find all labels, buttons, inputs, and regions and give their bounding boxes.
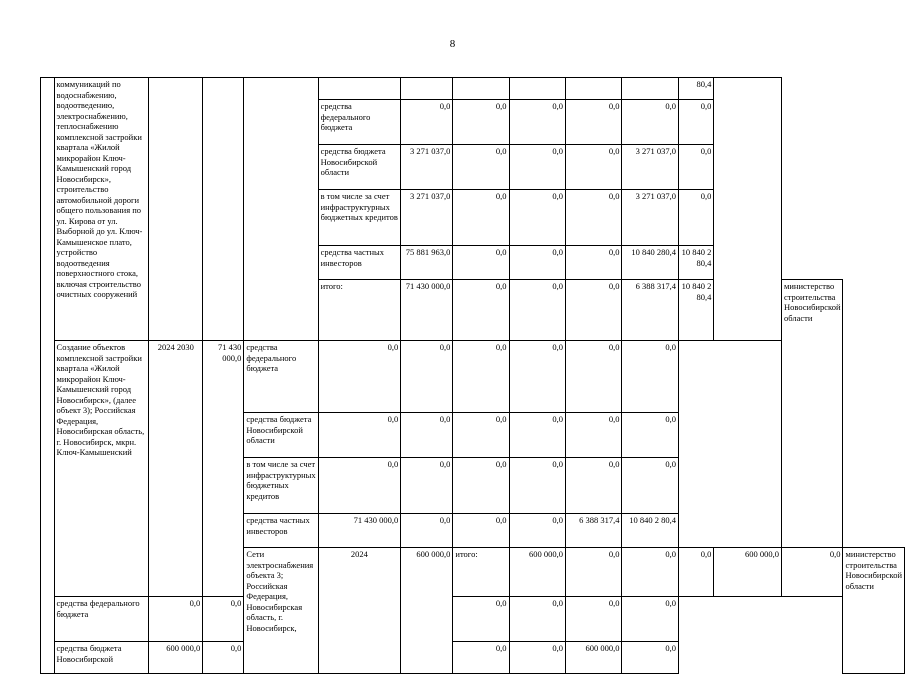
value-cell: 0,0 <box>453 100 509 145</box>
value-cell: 0,0 <box>565 597 621 642</box>
budget-table <box>40 77 905 674</box>
source-label-cell: средства частных инвесторов <box>318 246 401 280</box>
value-cell: 0,0 <box>509 413 565 458</box>
value-cell: 71 430 000,0 <box>318 514 401 548</box>
value-cell <box>401 78 453 100</box>
value-cell <box>622 78 678 100</box>
source-label-cell: в том числе за счет инфраструктурных бюджетных кредитов <box>318 190 401 246</box>
task-description-cell: коммуникаций по водоснабжению, водоотведению, электроснабжению, теплоснабжению комплексной застройки квартала «Жилой микрорайон Ключ-Камышенский город Новосибирск», строительство автомобильной дороги общего пользования по ул. Кирова от ул. Выборной до ул. Ключ-Камышенское плато, устройство водоотведения поверхностного стока, включая строительство очистных сооружений <box>54 78 149 341</box>
value-cell: 0,0 <box>565 341 621 413</box>
value-cell: 10 840 280,4 <box>622 246 678 280</box>
value-cell: 0,0 <box>622 458 678 514</box>
value-cell: 6 388 317,4 <box>622 280 678 341</box>
value-cell: 0,0 <box>509 458 565 514</box>
value-cell: 6 388 317,4 <box>565 514 621 548</box>
cost-cell: 71 430 000,0 <box>203 341 244 597</box>
source-label-cell: итого: <box>318 280 401 341</box>
value-cell: 0,0 <box>565 280 621 341</box>
source-label-cell: итого: <box>453 548 509 597</box>
value-cell: 0,0 <box>565 246 621 280</box>
source-label-cell: средства бюджета Новосибирской области <box>318 145 401 190</box>
value-cell: 0,0 <box>453 642 509 674</box>
table-row <box>41 597 905 642</box>
value-cell: 0,0 <box>509 642 565 674</box>
value-cell: 0,0 <box>622 413 678 458</box>
value-cell: 0,0 <box>565 145 621 190</box>
value-cell: 0,0 <box>678 190 713 246</box>
value-cell: 10 840 2 80,4 <box>678 246 713 280</box>
value-cell <box>453 78 509 100</box>
source-label-cell: средства федерального бюджета <box>244 341 318 413</box>
object-cell <box>149 78 203 341</box>
value-cell: 0,0 <box>565 413 621 458</box>
value-cell <box>509 78 565 100</box>
value-cell: 0,0 <box>401 413 453 458</box>
source-label-cell: средства бюджета Новосибирской области <box>244 413 318 458</box>
value-cell: 600 000,0 <box>149 642 203 674</box>
responsible-org-cell: министерство строительства Новосибирской области <box>843 548 905 674</box>
value-cell: 0,0 <box>453 145 509 190</box>
value-cell: 0,0 <box>509 341 565 413</box>
page-number: 8 <box>449 38 456 50</box>
value-cell: 0,0 <box>401 100 453 145</box>
value-cell: 0,0 <box>781 548 843 597</box>
value-cell: 0,0 <box>203 642 244 674</box>
value-cell: 0,0 <box>565 100 621 145</box>
source-label-cell: в том числе за счет инфраструктурных бюджетных кредитов <box>244 458 318 514</box>
object-cell: Создание объектов комплексной застройки квартала «Жилой микрорайон Ключ-Камышенский город Новосибирск», (далее объект 3); Российская Федерация, Новосибирская область, г. Новосибирск, мкрн. Ключ-Камышенский <box>54 341 149 597</box>
value-cell: 600 000,0 <box>714 548 782 597</box>
value-cell: 3 271 037,0 <box>401 145 453 190</box>
value-cell: 0,0 <box>318 458 401 514</box>
source-label-cell <box>318 78 401 100</box>
value-cell: 0,0 <box>509 190 565 246</box>
value-cell: 0,0 <box>453 458 509 514</box>
value-cell: 10 840 2 80,4 <box>622 514 678 548</box>
cost-cell: 600 000,0 <box>401 548 453 674</box>
value-cell: 0,0 <box>509 514 565 548</box>
value-cell: 0,0 <box>401 458 453 514</box>
value-cell: 80,4 <box>678 78 713 100</box>
value-cell: 75 881 963,0 <box>401 246 453 280</box>
value-cell: 0,0 <box>509 145 565 190</box>
value-cell: 0,0 <box>622 597 678 642</box>
value-cell: 71 430 000,0 <box>401 280 453 341</box>
table-row <box>41 78 905 100</box>
value-cell <box>565 78 621 100</box>
value-cell: 0,0 <box>509 246 565 280</box>
value-cell: 10 840 2 80,4 <box>678 280 713 341</box>
table-row <box>41 642 905 674</box>
source-label-cell: средства бюджета Новосибирской <box>54 642 149 674</box>
responsible-org-cell <box>714 78 782 341</box>
years-cell: 2024 2030 <box>149 341 203 597</box>
value-cell: 3 271 037,0 <box>401 190 453 246</box>
value-cell: 0,0 <box>453 597 509 642</box>
value-cell: 0,0 <box>509 280 565 341</box>
source-label-cell: средства федерального бюджета <box>318 100 401 145</box>
years-cell: 2024 <box>318 548 401 674</box>
index-cell <box>41 78 55 674</box>
value-cell: 3 271 037,0 <box>622 190 678 246</box>
value-cell: 0,0 <box>565 548 621 597</box>
value-cell: 0,0 <box>678 548 713 597</box>
value-cell: 600 000,0 <box>509 548 565 597</box>
value-cell: 0,0 <box>622 341 678 413</box>
value-cell: 0,0 <box>622 548 678 597</box>
value-cell: 0,0 <box>149 597 203 642</box>
value-cell: 0,0 <box>453 413 509 458</box>
source-label-cell: средства федерального бюджета <box>54 597 149 642</box>
value-cell: 0,0 <box>509 100 565 145</box>
value-cell: 0,0 <box>678 100 713 145</box>
responsible-org-cell: министерство строительства Новосибирской области <box>781 280 843 548</box>
value-cell: 0,0 <box>453 514 509 548</box>
value-cell: 600 000,0 <box>565 642 621 674</box>
object-cell: Сети электроснабжения объекта 3; Российская Федерация, Новосибирская область, г. Новосибирск, <box>244 548 318 674</box>
value-cell: 0,0 <box>203 597 244 642</box>
value-cell: 0,0 <box>453 341 509 413</box>
value-cell: 0,0 <box>401 341 453 413</box>
value-cell: 0,0 <box>453 190 509 246</box>
value-cell: 0,0 <box>401 514 453 548</box>
value-cell: 3 271 037,0 <box>622 145 678 190</box>
value-cell: 0,0 <box>318 341 401 413</box>
cost-cell <box>244 78 318 341</box>
value-cell: 0,0 <box>565 458 621 514</box>
value-cell: 0,0 <box>318 413 401 458</box>
value-cell: 0,0 <box>622 642 678 674</box>
value-cell: 0,0 <box>565 190 621 246</box>
value-cell: 0,0 <box>453 280 509 341</box>
source-label-cell: средства частных инвесторов <box>244 514 318 548</box>
table-row <box>41 341 905 413</box>
value-cell: 0,0 <box>622 100 678 145</box>
years-cell <box>203 78 244 341</box>
value-cell: 0,0 <box>678 145 713 190</box>
value-cell: 0,0 <box>509 597 565 642</box>
value-cell: 0,0 <box>453 246 509 280</box>
